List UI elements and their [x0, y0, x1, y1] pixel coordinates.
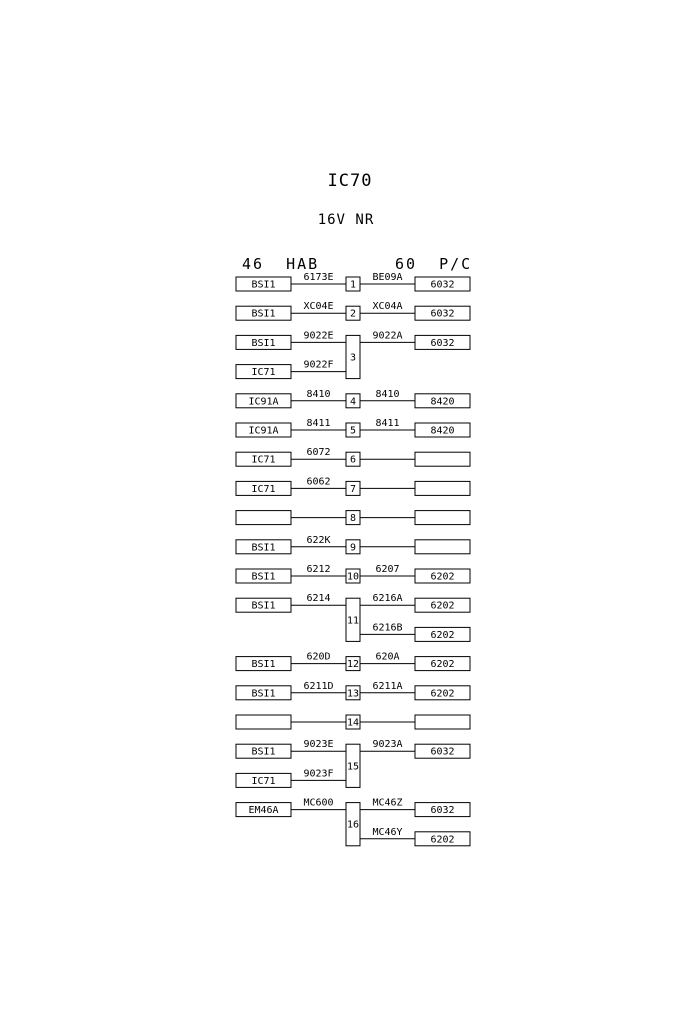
left-side-header: 46 HAB [242, 255, 320, 273]
pin-number-label: 6 [349, 454, 357, 466]
left-component-label: EM46A [248, 805, 279, 817]
right-wire-label: 6216A [372, 593, 403, 605]
right-component-label: 6032 [430, 337, 455, 349]
right-component-box [415, 715, 470, 729]
right-wire-label: BE09A [372, 272, 403, 283]
pin-number-label: 10 [346, 571, 360, 583]
left-component-box [236, 715, 291, 729]
pin-number-label: 5 [349, 425, 357, 437]
left-component-label: IC91A [248, 425, 279, 437]
pin-number-label: 15 [346, 761, 360, 773]
right-component-label: 6202 [430, 629, 455, 641]
right-component-box [415, 540, 470, 554]
left-wire-label: 8411 [306, 418, 331, 429]
right-component-label: 6202 [430, 659, 455, 671]
pin-number-label: 7 [349, 483, 357, 495]
right-component-box [415, 452, 470, 466]
pin-number-label: 2 [349, 308, 357, 320]
right-component-label: 6202 [430, 688, 455, 700]
left-wire-label: 9022E [303, 330, 334, 342]
pin-number-label: 9 [349, 542, 357, 554]
left-component-label: BSI1 [251, 659, 276, 671]
right-wire-label: 6211A [372, 680, 403, 692]
left-component-label: IC71 [251, 454, 276, 466]
right-component-box [415, 481, 470, 495]
right-component-label: 8420 [430, 425, 455, 437]
right-wire-label: 9023A [372, 739, 403, 751]
left-component-label: BSI1 [251, 279, 276, 291]
right-component-label: 6032 [430, 308, 455, 320]
left-wire-label: 6211D [303, 680, 334, 692]
right-wire-label: 8411 [375, 418, 400, 429]
right-component-label: 6202 [430, 834, 455, 846]
right-wire-label: MC46Y [372, 826, 403, 838]
right-component-label: 6202 [430, 571, 455, 583]
pin-number-label: 14 [346, 717, 360, 729]
right-side-header: 60 P/C [395, 255, 473, 273]
right-wire-label: 9022A [372, 330, 403, 342]
pin-number-label: 12 [346, 659, 360, 671]
connector-subtitle: 16V NR [317, 212, 375, 228]
right-wire-label: MC46Z [372, 797, 403, 809]
right-component-label: 6202 [430, 600, 455, 612]
right-wire-label: 6216B [372, 622, 403, 634]
left-wire-label: 8410 [306, 388, 331, 400]
left-wire-label: XC04E [303, 301, 334, 313]
right-wire-label: XC04A [372, 301, 403, 313]
right-wire-label: 6207 [375, 564, 400, 575]
left-component-label: BSI1 [251, 746, 276, 758]
left-wire-label: MC600 [303, 797, 334, 809]
left-component-label: IC71 [251, 483, 276, 495]
left-component-label: BSI1 [251, 337, 276, 349]
left-component-label: BSI1 [251, 600, 276, 612]
pin-number-label: 13 [346, 688, 360, 700]
right-component-label: 8420 [430, 396, 455, 408]
pin-number-label: 16 [346, 819, 360, 831]
connector-title: IC70 [327, 171, 373, 191]
left-wire-label: 9023E [303, 739, 334, 751]
left-wire-label: 6214 [306, 593, 331, 605]
right-wire-label: 620A [375, 651, 400, 663]
left-component-label: BSI1 [251, 308, 276, 320]
left-wire-label: 9022F [303, 359, 334, 371]
pin-number-label: 8 [349, 513, 357, 525]
left-wire-label: 6173E [303, 272, 334, 283]
left-component-label: BSI1 [251, 688, 276, 700]
right-wire-label: 8410 [375, 388, 400, 400]
left-wire-label: 620D [306, 651, 331, 663]
left-wire-label: 6212 [306, 564, 331, 575]
left-component-label: IC91A [248, 396, 279, 408]
pin-number-label: 1 [349, 279, 357, 291]
left-component-label: BSI1 [251, 571, 276, 583]
pin-number-label: 4 [349, 396, 357, 408]
left-component-label: IC71 [251, 367, 276, 379]
left-component-label: BSI1 [251, 542, 276, 554]
right-component-label: 6032 [430, 746, 455, 758]
left-wire-label: 622K [306, 534, 331, 546]
left-component-label: IC71 [251, 775, 276, 787]
pin-number-label: 11 [346, 615, 360, 627]
left-wire-label: 6062 [306, 476, 331, 488]
right-component-label: 6032 [430, 279, 455, 291]
pin-number-label: 3 [349, 352, 357, 364]
pin-rows [236, 272, 470, 846]
left-wire-label: 6072 [306, 447, 331, 459]
right-component-box [415, 511, 470, 525]
left-component-box [236, 511, 291, 525]
left-wire-label: 9023F [303, 768, 334, 780]
right-component-label: 6032 [430, 805, 455, 817]
